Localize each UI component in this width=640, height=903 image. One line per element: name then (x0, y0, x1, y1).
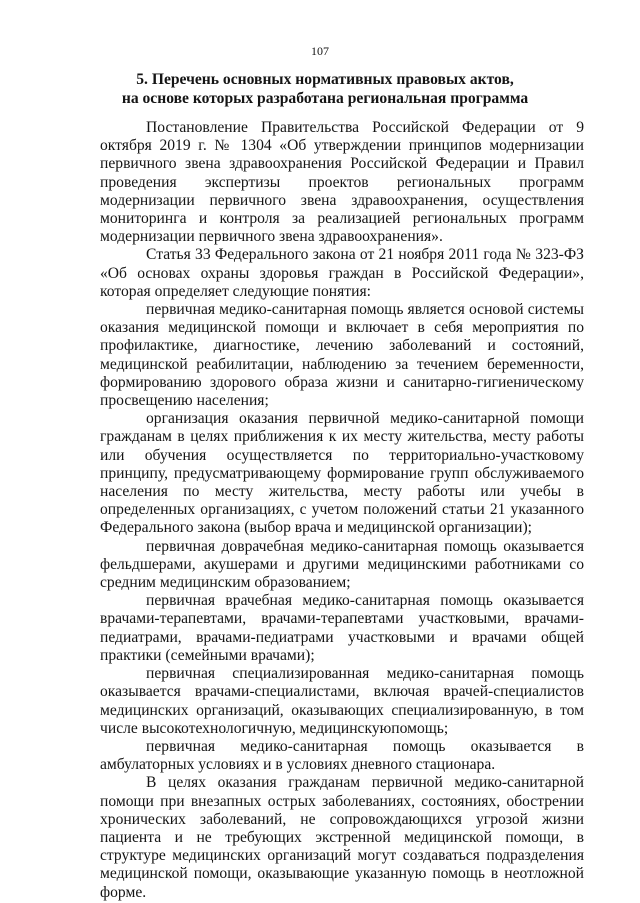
paragraph-definition-physician: первичная врачебная медико-санитарная помощь оказывается врачами-терапевтами, врачами-терапевтами участковыми, врачами-педиатрами, врачами-педиатрами участковыми и врачами общей практики (семейными врачами); (100, 592, 584, 664)
document-body (100, 119, 584, 902)
paragraph-resolution-1304: Постановление Правительства Российской Федерации от 9 октября 2019 г. № 1304 «Об утверждении принципов модернизации первичного звена здравоохранения Российской Федерации и Правил проведения экспертизы проектов региональных программ модернизации первичного звена здравоохранения, осуществления мониторинга и контроля за реализацией региональных программ модернизации первичного звена здравоохранения». (100, 119, 584, 246)
section-heading-line-1: 5. Перечень основных нормативных правовых актов, (136, 71, 514, 88)
paragraph-urgent-care-units: В целях оказания гражданам первичной медико-санитарной помощи при внезапных острых заболеваниях, состояниях, обострении хронических заболеваний, не сопровождающихся угрозой жизни пациента и не требующих экстренной медицинской помощи, в структуре медицинских организаций могут создаваться подразделения медицинской помощи, оказывающие указанную помощь в неотложной форме. (100, 774, 584, 901)
section-heading (95, 70, 555, 108)
paragraph-definition-specialized: первичная специализированная медико-санитарная помощь оказывается врачами-специалистами, включая врачей-специалистов медицинских организаций, оказывающих специализированную, в том числе высокотехнологичную, медицинскуюпомощь; (100, 665, 584, 737)
paragraph-definition-organization: организация оказания первичной медико-санитарной помощи гражданам в целях приближения к их месту жительства, месту работы или обучения осуществляется по территориально-участковому принципу, предусматривающему формирование групп обслуживаемого населения по месту жительства, месту работы или учебы в определенных организациях, с учетом положений статьи 21 указанного Федерального закона (выбор врача и медицинской организации); (100, 410, 584, 537)
paragraph-article-33: Статья 33 Федерального закона от 21 ноября 2011 года № 323-ФЗ «Об основах охраны здоровья граждан в Российской Федерации», которая определяет следующие понятия: (100, 246, 584, 300)
page-number: 107 (311, 44, 329, 58)
paragraph-definition-pre-physician: первичная доврачебная медико-санитарная помощь оказывается фельдшерами, акушерами и другими медицинскими работниками со средним медицинским образованием; (100, 537, 584, 592)
paragraph-definition-primary-care: первичная медико-санитарная помощь является основой системы оказания медицинской помощи и включает в себя мероприятия по профилактике, диагностике, лечению заболеваний и состояний, медицинской реабилитации, наблюдению за течением беременности, формированию здорового образа жизни и санитарно-гигиеническому просвещению населения; (100, 301, 584, 410)
section-heading-line-2: на основе которых разработана региональная программа (121, 90, 529, 107)
paragraph-care-settings: первичная медико-санитарная помощь оказывается в амбулаторных условиях и в условиях дневного стационара. (100, 737, 584, 774)
